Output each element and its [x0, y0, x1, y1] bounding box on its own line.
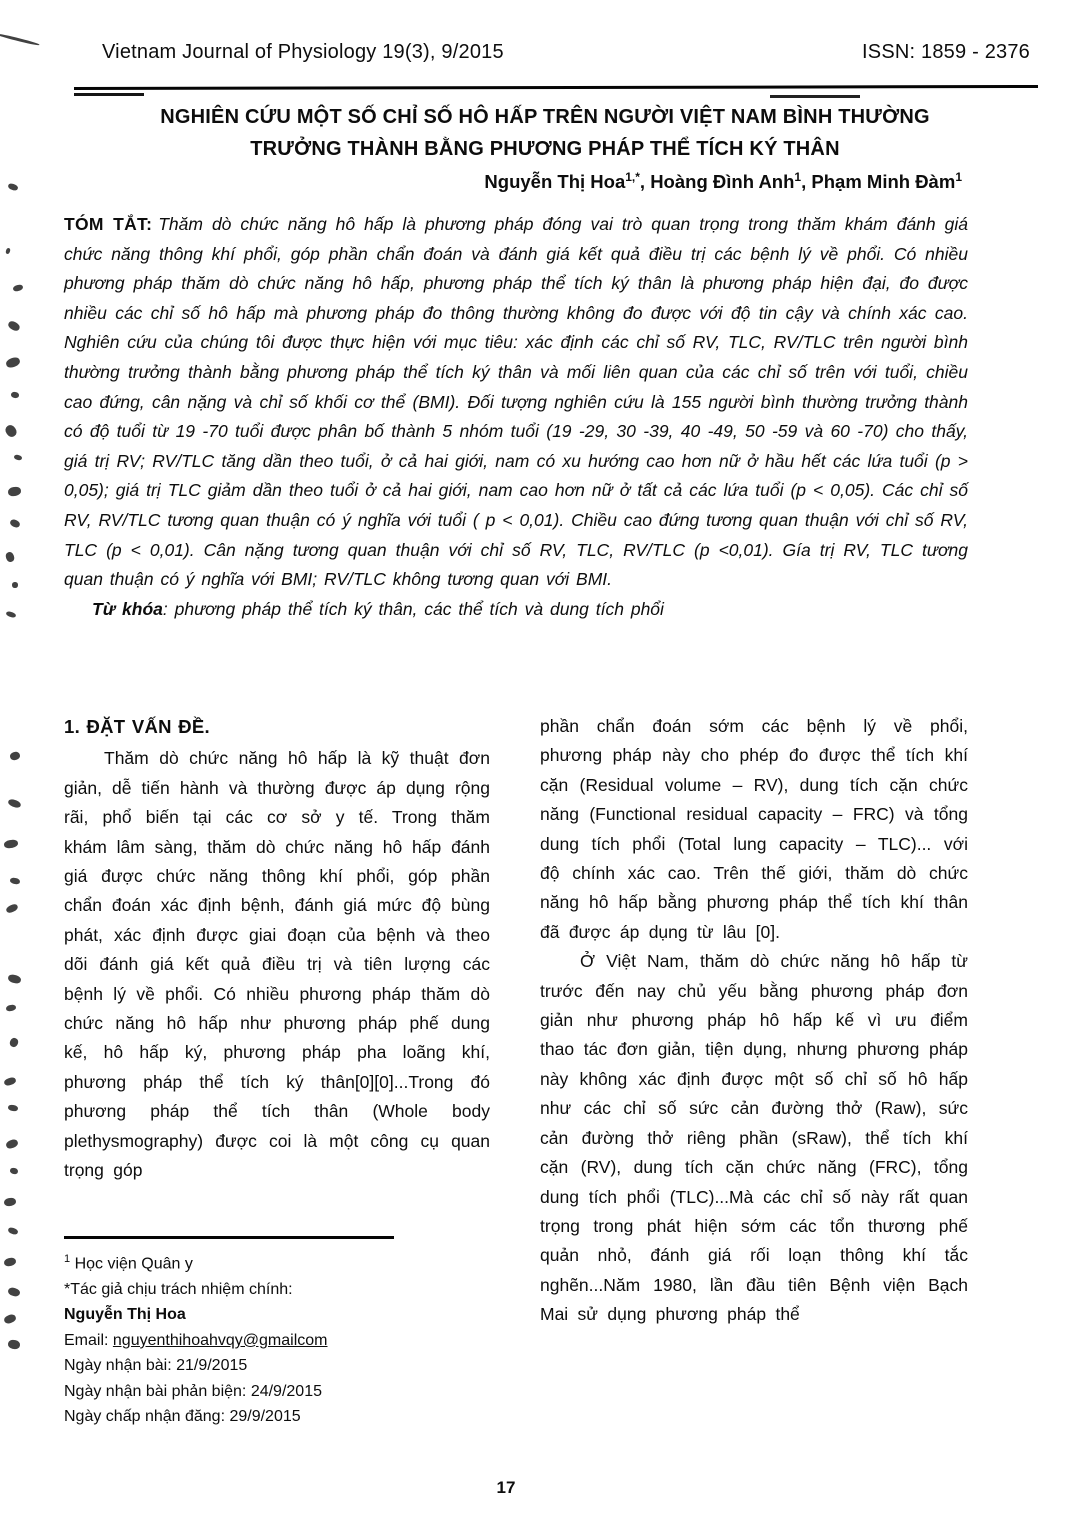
scan-artifact: [5, 611, 16, 619]
article-title-line2: TRƯỞNG THÀNH BẰNG PHƯƠNG PHÁP THỂ TÍCH KÝ THÂN: [250, 138, 840, 160]
footnote-date-received: Ngày nhận bài: 21/9/2015: [64, 1357, 248, 1375]
scan-artifact: [8, 1104, 19, 1112]
scan-artifact: [3, 1313, 17, 1325]
header-rule-fragment: [770, 95, 860, 98]
section-1-paragraph-right-1: phần chẩn đoán sớm các bệnh lý về phổi, phương pháp này cho phép đo được thể tích khí cặn (Residual volume – RV), dung tích cặn chức năng (Functional residual capacity – FRC) và tổng dung tích phổi (Total lung capacity – TLC)... với độ chính xác cao. Trên thế giới, thăm dò chức năng hô hấp bằng phương pháp thể tích khí thân đã được áp dụng từ lâu [0].: [540, 716, 968, 942]
author-2-affmark: 1: [794, 169, 802, 184]
section-1-paragraph-left: Thăm dò chức năng hô hấp là kỹ thuật đơn giản, dễ tiến hành và thường được áp dụng rộng rãi, phổ biến tại các cơ sở y tế. Trong thăm khám lâm sàng, thăm dò chức năng hô hấp đánh giá được chức năng thông khí phổi, góp phần chẩn đoán xác định bệnh, đánh giá mức độ bùng phát, xác định được giai đoạn của bệnh và theo dõi đánh giá kết quả điều trị và tiên lượng các bệnh lý về phổi. Có nhiều phương pháp thăm dò chức năng hô hấp như phương pháp phế dung kế, hô hấp ký, phương pháp pha loãng khí, phương pháp thể tích ký thân[0][0]...Trong đó phương pháp thể tích thân (Whole body plethysmography) được coi là một công cụ quan trọng góp: [64, 748, 490, 1181]
scan-artifact: [9, 1037, 20, 1048]
scan-artifact: [3, 839, 18, 849]
article-title: [55, 101, 1035, 165]
scan-artifact: [5, 903, 19, 914]
scan-artifact: [9, 518, 21, 529]
scan-artifact: [12, 582, 18, 588]
keywords-label: Từ khóa: [92, 598, 163, 619]
footnote-corresponding-name: Nguyễn Thị Hoa: [64, 1306, 186, 1324]
scan-artifact: [9, 751, 21, 761]
scan-artifact: [7, 1339, 20, 1350]
scan-artifact: [7, 973, 22, 984]
abstract-label: TÓM TẮT:: [64, 214, 153, 234]
body-column-left: [64, 712, 490, 1186]
footnote-affiliation-mark: 1: [64, 1253, 71, 1265]
section-1-heading: 1. ĐẶT VẤN ĐỀ.: [64, 716, 210, 737]
footnote-corresponding: *Tác giả chịu trách nhiệm chính:: [64, 1280, 293, 1298]
scan-artifact: [12, 284, 23, 292]
keywords-text: : phương pháp thể tích ký thân, các thể tích và dung tích phổi: [162, 598, 664, 619]
scan-artifact: [5, 247, 11, 254]
keywords-line: [64, 595, 968, 625]
footnote-date-accepted: Ngày chấp nhận đăng: 29/9/2015: [64, 1408, 301, 1426]
scan-artifact: [5, 356, 21, 369]
footnote-block: [64, 1236, 424, 1430]
article-title-line1: NGHIÊN CỨU MỘT SỐ CHỈ SỐ HÔ HẤP TRÊN NGƯỜI VIỆT NAM BÌNH THƯỜNG: [160, 106, 930, 128]
scan-artifact: [7, 320, 21, 333]
scan-artifact: [3, 1257, 17, 1268]
scan-artifact: [3, 1197, 16, 1207]
author-3: , Phạm Minh Đàm: [801, 171, 956, 192]
scan-artifact: [7, 182, 18, 191]
author-2: , Hoàng Đình Anh: [639, 171, 795, 192]
page-header: [102, 41, 1030, 64]
scan-artifact: [9, 1167, 18, 1175]
journal-name: Vietnam Journal of Physiology 19(3), 9/2015: [102, 41, 504, 63]
email-address: nguyenthihoahvqy@gmailcom: [112, 1331, 328, 1349]
header-rule: [74, 85, 1038, 90]
footnote-affiliation-text: Học viện Quân y: [70, 1255, 193, 1273]
scan-artifact: [5, 551, 16, 563]
email-label: Email:: [64, 1331, 113, 1349]
author-1: Nguyễn Thị Hoa: [484, 171, 626, 192]
scan-artifact: [9, 877, 20, 885]
scan-artifact: [3, 423, 18, 439]
scan-artifact: [5, 1004, 16, 1012]
author-1-affmark: 1,*: [625, 169, 640, 184]
header-rule-fragment: [74, 93, 144, 96]
footnote-date-reviewed: Ngày nhận bài phản biện: 24/9/2015: [64, 1382, 322, 1400]
body-column-right: [540, 712, 968, 1330]
scan-artifact: [0, 33, 40, 47]
abstract-text: Thăm dò chức năng hô hấp là phương pháp đóng vai trò quan trọng trong thăm khám đánh giá chức năng thông khí phổi, góp phần chẩn đoán và đánh giá kết quả điều trị các bệnh lý về phổi. Có nhiều phương pháp thăm dò chức năng hô hấp, phương pháp thể tích ký thân là phương pháp hiện đại, đo được nhiều các chỉ số hô hấp mà phương pháp đo thông thường không đo được với độ tin cậy và chính xác cao. Nghiên cứu của chúng tôi được thực hiện với mục tiêu: xác định các chỉ số RV, TLC, RV/TLC trên người bình thường trưởng thành bằng phương pháp thể tích ký thân và mối liên quan của các chỉ số trên với tuổi, chiều cao đứng, cân nặng và chỉ số khối cơ thể (BMI). Đối tượng nghiên cứu là 155 người bình thường trưởng thành có độ tuổi từ 19 -70 tuổi được phân bố thành 5 nhóm tuổi (19 -29, 30 -39, 40 -49, 50 -59 và 60 -70) cho thấy, giá trị RV; RV/TLC tăng dần theo tuổi, ở cả hai giới, nam có xu hướng cao hơn nữ ở hầu hết các lứa tuổi (p > 0,05); giá trị TLC giảm dần theo tuổi ở cả hai giới, nam cao hơn nữ ở tất cả các lứa tuổi (p < 0,05). Các chỉ số RV, RV/TLC tương quan thuận có ý nghĩa với tuổi ( p < 0,01). Chiều cao đứng tương quan thuận với chỉ số RV, TLC (p < 0,01). Cân nặng tương quan thuận với chỉ số RV, TLC, RV/TLC (p <0,01). Gía trị RV, TLC tương quan thuận có ý nghĩa với BMI; RV/TLC không tương quan với BMI.: [64, 214, 969, 590]
scan-artifact: [13, 454, 22, 461]
section-1-paragraph-right-2: Ở Việt Nam, thăm dò chức năng hô hấp từ trước đến nay chủ yếu bằng phương pháp đơn giản như phương pháp hô hấp kế vì ưu điểm thao tác đơn giản, tiện dụng, nhưng phương pháp này không xác định được một số chỉ số hô hấp như các chỉ số sức cản đường thở (Raw), sức cản đường thở riêng phần (sRaw), thể tích khí cặn (RV), dung tích cặn chức năng (FRC), tổng dung tích phổi (TLC)...Mà các chỉ số này rất quan trọng trong phát hiện sớm các tổn thương phế quản nhỏ, đánh giá rối loạn thông khí tắc nghẽn...Năm 1980, lần đầu tiên Bệnh viện Bạch Mai sử dụng phương pháp thể: [540, 951, 968, 1325]
scan-artifact: [7, 1226, 18, 1235]
footnote-affiliation: [64, 1247, 424, 1277]
scan-artifact: [11, 391, 20, 398]
authors-line: [60, 171, 962, 193]
abstract-paragraph: [64, 210, 968, 595]
scan-artifact: [7, 486, 21, 497]
scan-artifact: [3, 1076, 17, 1086]
page-number: 17: [496, 1478, 516, 1497]
abstract-section: [64, 210, 968, 624]
scan-artifact: [5, 1138, 19, 1150]
scan-artifact: [7, 1287, 21, 1298]
footnote-rule: [64, 1236, 394, 1239]
author-3-affmark: 1: [955, 169, 962, 184]
issn: ISSN: 1859 - 2376: [862, 41, 1030, 63]
footnote-email-line: [64, 1328, 424, 1354]
scan-artifact: [7, 798, 22, 809]
